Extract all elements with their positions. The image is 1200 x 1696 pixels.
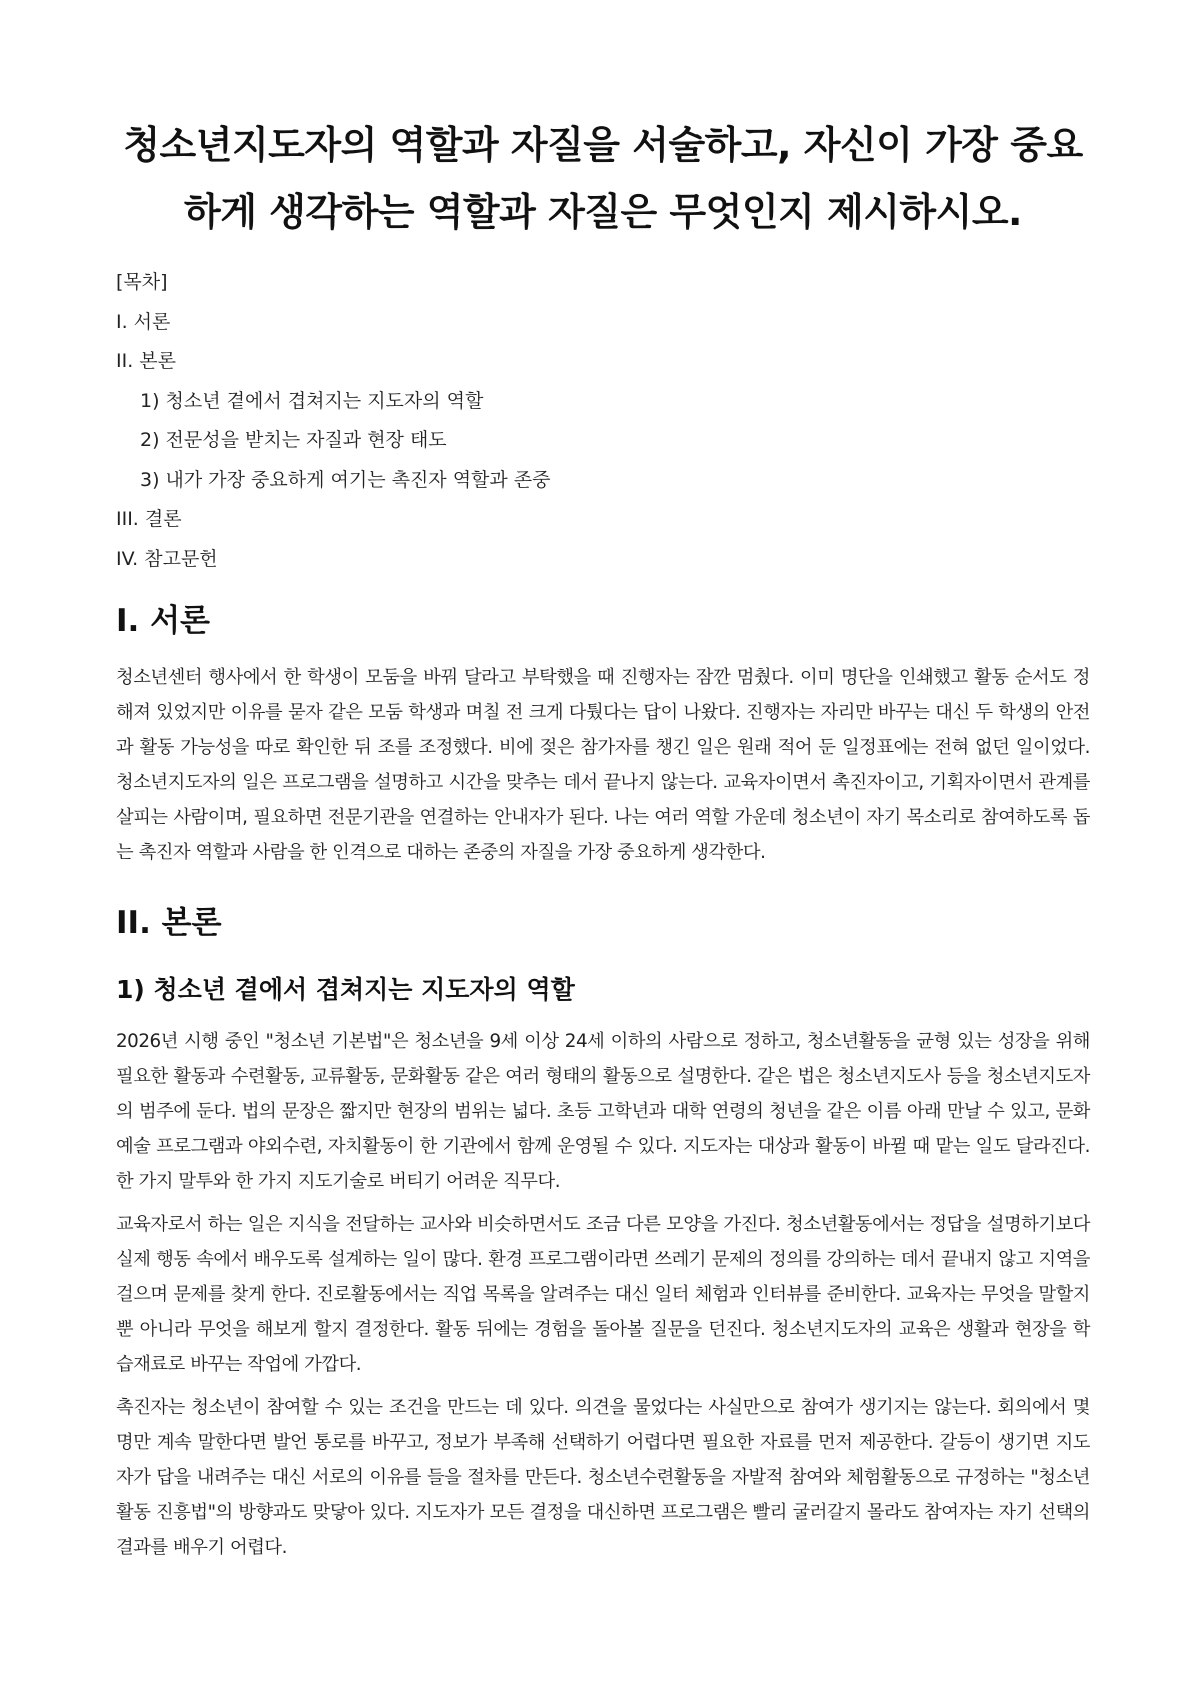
toc-subitem: 3) 내가 가장 중요하게 여기는 촉진자 역할과 존중	[140, 468, 551, 491]
toc-item: IV. 참고문헌	[116, 547, 218, 570]
body-paragraph: 청소년센터 행사에서 한 학생이 모둠을 바꿔 달라고 부탁했을 때 진행자는 잠깐 멈췄다. 이미 명단을 인쇄했고 활동 순서도 정해져 있었지만 이유를 묻자 같은 모둠 학생과 며칠 전 크게 다퉜다는 답이 나왔다. 진행자는 자리만 바꾸는 대신 두 학생의 안전과 활동 가능성을 따로 확인한 뒤 조를 조정했다. 비에 젖은 참가자를 챙긴 일은 원래 적어 둔 일정표에는 전혀 없던 일이었다. 청소년지도자의 일은 프로그램을 설명하고 시간을 맞추는 데서 끝나지 않는다. 교육자이면서 촉진자이고, 기획자이면서 관계를 살피는 사람이며, 필요하면 전문기관을 연결하는 안내자가 된다. 나는 여러 역할 가운데 청소년이 자기 목소리로 참여하도록 돕는 촉진자 역할과 사람을 한 인격으로 대하는 존중의 자질을 가장 중요하게 생각한다.	[116, 666, 1090, 863]
toc-item: II. 본론	[116, 350, 176, 372]
toc-label: [목차]	[116, 271, 168, 293]
table-of-contents	[116, 270, 1090, 572]
toc-item: III. 결론	[116, 508, 182, 530]
toc-subitem: 2) 전문성을 받치는 자질과 현장 태도	[140, 429, 447, 451]
toc-item: I. 서론	[116, 310, 171, 333]
document-title: 청소년지도자의 역할과 자질을 서술하고, 자신이 가장 중요하게 생각하는 역할과 자질은 무엇인지 제시하시오.	[123, 123, 1083, 234]
body-paragraph: 2026년 시행 중인 "청소년 기본법"은 청소년을 9세 이상 24세 이하의 사람으로 정하고, 청소년활동을 균형 있는 성장을 위해 필요한 활동과 수련활동, 교류활동, 문화활동 같은 여러 형태의 활동으로 설명한다. 같은 법은 청소년지도사 등을 청소년지도자의 범주에 둔다. 법의 문장은 짧지만 현장의 범위는 넓다. 초등 고학년과 대학 연령의 청년을 같은 이름 아래 만날 수 있고, 문화예술 프로그램과 야외수련, 자치활동이 한 기관에서 함께 운영될 수 있다. 지도자는 대상과 활동이 바뀔 때 맡는 일도 달라진다. 한 가지 말투와 한 가지 지도기술로 버티기 어려운 직무다.	[116, 1030, 1090, 1192]
section-heading-introduction: I. 서론	[116, 602, 210, 639]
section-heading-body: II. 본론	[116, 904, 222, 941]
subsection-heading: 1) 청소년 곁에서 겹쳐지는 지도자의 역할	[116, 974, 575, 1004]
body-paragraph: 촉진자는 청소년이 참여할 수 있는 조건을 만드는 데 있다. 의견을 물었다는 사실만으로 참여가 생기지는 않는다. 회의에서 몇 명만 계속 말한다면 발언 통로를 바꾸고, 정보가 부족해 선택하기 어렵다면 필요한 자료를 먼저 제공한다. 갈등이 생기면 지도자가 답을 내려주는 대신 서로의 이유를 들을 절차를 만든다. 청소년수련활동을 자발적 참여와 체험활동으로 규정하는 "청소년활동 진흥법"의 방향과도 맞닿아 있다. 지도자가 모든 결정을 대신하면 프로그램은 빨리 굴러갈지 몰라도 참여자는 자기 선택의 결과를 배우기 어렵다.	[116, 1396, 1090, 1558]
body-paragraph: 교육자로서 하는 일은 지식을 전달하는 교사와 비슷하면서도 조금 다른 모양을 가진다. 청소년활동에서는 정답을 설명하기보다 실제 행동 속에서 배우도록 설계하는 일이 많다. 환경 프로그램이라면 쓰레기 문제의 정의를 강의하는 데서 끝내지 않고 지역을 걸으며 문제를 찾게 한다. 진로활동에서는 직업 목록을 알려주는 대신 일터 체험과 인터뷰를 준비한다. 교육자는 무엇을 말할지뿐 아니라 무엇을 해보게 할지 결정한다. 활동 뒤에는 경험을 돌아볼 질문을 던진다. 청소년지도자의 교육은 생활과 현장을 학습재료로 바꾸는 작업에 가깝다.	[116, 1213, 1090, 1375]
toc-subitem: 1) 청소년 곁에서 겹쳐지는 지도자의 역할	[140, 389, 484, 412]
